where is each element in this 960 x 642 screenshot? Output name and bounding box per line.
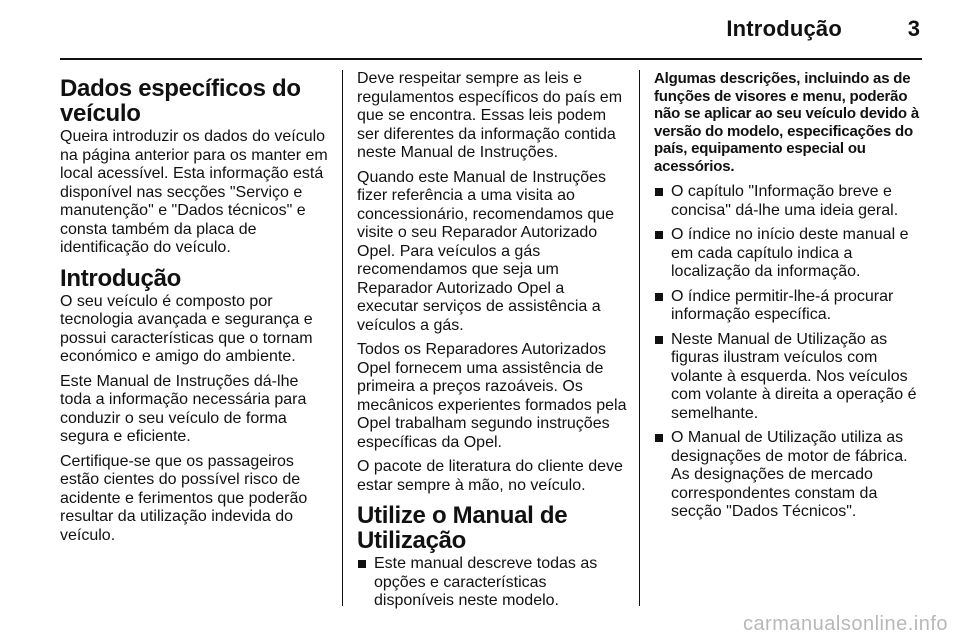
- list-item-text: O índice no início deste manual e em cada capítulo indica a localização da informação.: [671, 226, 909, 280]
- paragraph: Quando este Manual de Instruções fizer referência a uma visita ao concessionário, recomendamos que visite o seu Reparador Autorizado Opel. Para veículos a gás recomendamos que seja um Reparador Autorizado Opel a executar serviços de assistência a veículos a gás.: [357, 168, 615, 334]
- section-heading-vehicle-data: Dados específicos do veículo: [60, 75, 301, 127]
- list-item: [654, 429, 926, 522]
- paragraph: O seu veículo é composto por tecnologia avançada e segurança e possui características que o tornam económico e amigo do ambiente.: [60, 292, 313, 365]
- list-item: [654, 226, 926, 282]
- column-divider-1: [342, 70, 343, 606]
- paragraph: Queira introduzir os dados do veículo na página anterior para os manter em local acessível. Esta informação está disponível nas secções "Serviço e manutenção" e "Dados técnicos" e consta também da placa de identificação do veículo.: [60, 128, 328, 256]
- paragraph: Certifique-se que os passageiros estão cientes do possível risco de acidente e ferimentos que poderão resultar da utilização indevida do veículo.: [60, 452, 308, 544]
- square-bullet-icon: [655, 336, 663, 344]
- running-title: Introdução: [726, 16, 842, 41]
- list-item-text: O Manual de Utilização utiliza as designações de motor de fábrica. As designações de mercado correspondentes constam da secção "Dados Técnicos".: [671, 429, 908, 520]
- list-item: [654, 288, 926, 325]
- list-item-text: O índice permitir-lhe-á procurar informação específica.: [671, 287, 894, 323]
- column-right: [654, 70, 926, 528]
- paragraph: Todos os Reparadores Autorizados Opel fornecem uma assistência de primeira a preços razoáveis. Os mecânicos experientes formados pela Opel trabalham segundo instruções específicas da Opel.: [357, 341, 627, 451]
- section-heading-introduction: Introdução: [60, 264, 181, 292]
- watermark: carmanualsonline.info: [742, 613, 948, 635]
- list-item-text: O capítulo "Informação breve e concisa" dá-lhe uma ideia geral.: [671, 183, 899, 219]
- square-bullet-icon: [655, 434, 663, 442]
- paragraph: O pacote de literatura do cliente deve estar sempre à mão, no veículo.: [357, 458, 623, 494]
- square-bullet-icon: [655, 293, 663, 301]
- list-item: [654, 331, 926, 424]
- bullet-list: [654, 183, 926, 522]
- square-bullet-icon: [358, 560, 366, 568]
- column-middle: [357, 70, 627, 617]
- square-bullet-icon: [655, 188, 663, 196]
- list-item-text: Neste Manual de Utilização as figuras ilustram veículos com volante à esquerda. Nos veículos com volante à direita a operação é semelhante.: [671, 330, 917, 422]
- list-item: [357, 555, 627, 611]
- note-bold: Algumas descrições, incluindo as de funções de visores e menu, poderão não se aplicar ao seu veículo devido à versão do modelo, especificações do país, equipamento especial ou acessórios.: [654, 70, 920, 175]
- page-header: [0, 0, 960, 52]
- square-bullet-icon: [655, 231, 663, 239]
- paragraph: Este Manual de Instruções dá-lhe toda a informação necessária para conduzir o seu veículo de forma segura e eficiente.: [60, 372, 307, 445]
- column-left: [60, 70, 330, 551]
- header-rule: [60, 58, 922, 60]
- paragraph: Deve respeitar sempre as leis e regulamentos específicos do país em que se encontra. Essas leis podem ser diferentes da informação contida neste Manual de Instruções.: [357, 70, 623, 161]
- page-number: 3: [907, 16, 920, 41]
- list-item: [654, 183, 926, 220]
- section-heading-use-manual: Utilize o Manual de Utilização: [357, 502, 568, 554]
- column-divider-2: [639, 70, 640, 606]
- bullet-list: [357, 555, 627, 611]
- list-item-text: Este manual descreve todas as opções e características disponíveis neste modelo.: [374, 555, 598, 609]
